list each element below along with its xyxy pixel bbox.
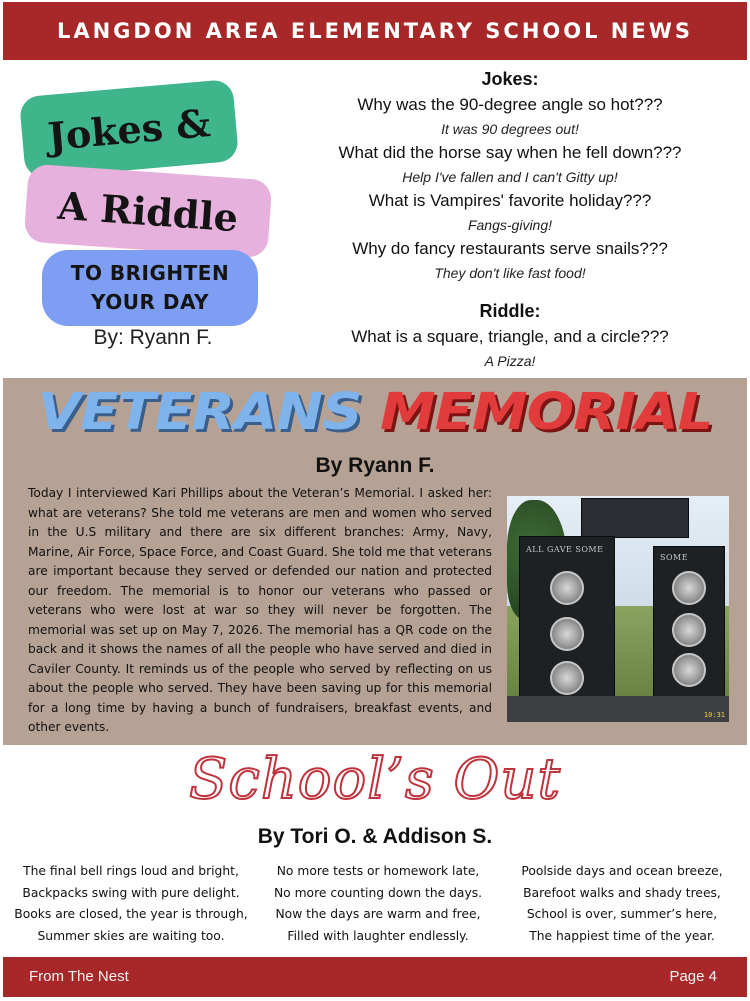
branch-seal-icon [550, 661, 584, 695]
memorial-top-slab [581, 498, 689, 538]
poem-line: Summer skies are waiting too. [37, 928, 225, 943]
memorial-photo [507, 496, 729, 722]
poem-line: The final bell rings loud and bright, [23, 864, 239, 878]
poem-line: Books are closed, the year is through, [14, 907, 248, 921]
poem-line: No more counting down the days. [273, 885, 483, 900]
jokes-byline: By: Ryann F. [93, 326, 213, 349]
poem-line: Filled with laughter endlessly. [287, 928, 469, 943]
joke-answer: It was 90 degrees out! [441, 121, 579, 137]
poem-line: Barefoot walks and shady trees, [523, 885, 721, 900]
engraving-right: SOME [660, 553, 689, 562]
poem-column-1 [6, 861, 256, 947]
joke-question: What did the horse say when he fell down??? [338, 143, 682, 162]
poem-column-3 [497, 861, 747, 947]
schools-out-title: School’s Out [189, 747, 561, 812]
poem-line: The happiest time of the year. [529, 928, 715, 943]
poem-line: Now the days are warm and free, [275, 907, 481, 921]
poem-column-2 [253, 861, 503, 947]
footer-publication-name: From The Nest [29, 968, 129, 985]
memorial-left-slab [519, 536, 615, 704]
schools-out-byline: By Tori O. & Addison S. [257, 825, 493, 848]
riddle-answer: A Pizza! [484, 353, 536, 369]
engraving-left: ALL GAVE SOME [526, 545, 604, 554]
schools-out-section [3, 745, 747, 955]
joke-answer: Fangs-giving! [467, 217, 553, 233]
jokes-sticker-graphic [18, 74, 278, 324]
joke-answer: Help I've fallen and I can't Gitty up! [402, 169, 618, 185]
veterans-article-body: Today I interviewed Kari Phillips about the Veteran’s Memorial. I asked her: what are veterans? She told me veterans are men and women who served in the U.S military and there are six different branches: Army, Navy, Marine, Air Force, Space Force, and Coast Guard. She told me that veterans are important because they served or defended our nation and protected our freedom. The memorial is to honor our veterans who passed or veterans who were lost at war so they will never be forgotten. The memorial was set up on May 7, 2026. The memorial has a QR code on the back and it shows the names of all the people who have served and died in Caviler County. It reminds us of the people who served by reflecting on us about the people who served. They have been saving up for this memorial for a long time by having a bunch of fundraisers, breakfast events, and other events. [28, 486, 492, 734]
branch-seal-icon [672, 653, 706, 687]
joke-question: Why do fancy restaurants serve snails??? [352, 239, 668, 258]
riddle-heading: Riddle: [479, 301, 541, 321]
sticker-green-pill [19, 79, 239, 179]
title-memorial: MEMORIAL [379, 383, 713, 442]
jokes-heading: Jokes: [481, 69, 539, 89]
branch-seal-icon [550, 617, 584, 651]
joke-question: What is Vampires' favorite holiday??? [368, 191, 652, 210]
branch-seal-icon [672, 613, 706, 647]
joke-question: Why was the 90-degree angle so hot??? [357, 95, 663, 114]
page-number: Page 4 [669, 968, 717, 985]
header-banner [3, 2, 747, 60]
footer-banner [3, 957, 747, 997]
sticker-line-3: TO BRIGHTEN YOUR DAY [70, 261, 230, 314]
sticker-pink-pill [24, 164, 273, 259]
branch-seal-icon [672, 571, 706, 605]
riddle-question: What is a square, triangle, and a circle??? [351, 327, 669, 346]
photo-timestamp: 10:31 [703, 711, 725, 719]
memorial-right-slab [653, 546, 725, 702]
veterans-byline: By Ryann F. [315, 454, 435, 477]
sticker-blue-pill [42, 250, 258, 326]
poem-line: No more tests or homework late, [276, 864, 480, 878]
poem-line: Backpacks swing with pure delight. [22, 885, 240, 900]
title-veterans: VETERANS [37, 383, 362, 442]
sticker-line-2: A Riddle [56, 182, 240, 240]
memorial-base [507, 696, 729, 722]
poem-line: School is over, summer’s here, [526, 907, 718, 921]
branch-seal-icon [550, 571, 584, 605]
veterans-memorial-section [3, 378, 747, 745]
jokes-section [3, 60, 747, 378]
joke-answer: They don't like fast food! [434, 265, 586, 281]
newsletter-title: LANGDON AREA ELEMENTARY SCHOOL NEWS [56, 19, 694, 43]
sticker-line-1: Jokes & [45, 99, 213, 159]
jokes-list [303, 66, 717, 372]
veterans-memorial-title [3, 383, 747, 442]
poem-line: Poolside days and ocean breeze, [521, 864, 723, 878]
